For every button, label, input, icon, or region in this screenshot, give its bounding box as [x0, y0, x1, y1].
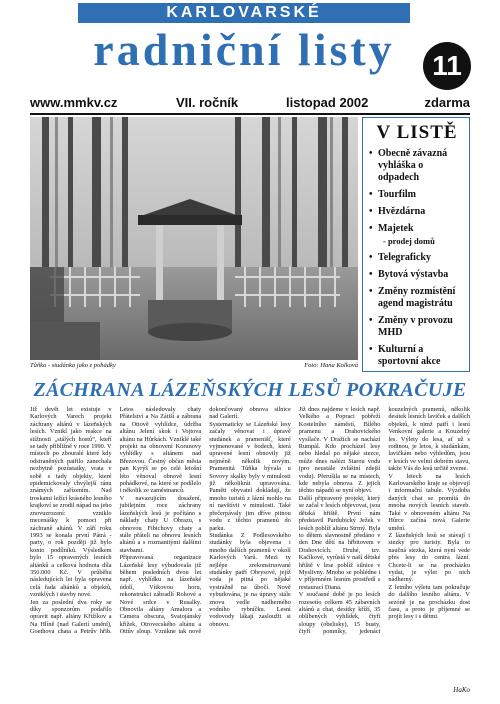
contents-item-label: Majetek: [378, 223, 414, 234]
contents-item-label: Bytová výstavba: [378, 269, 449, 280]
article-paragraph: Již devět let existuje v Karlových Varech projekt záchrany altánů v lázeňských lesích. Vznikl jako reakce na stížnosti „stálých hostů“, kteří se tady přibližně v roce 1990. V místech po zbouralé které kdy odstraněných patřilo zanechala nezbytně pozůstatky, vrata v sobě s tady objekty, které epidemickovaly chvýlejší ránu známých zařízením. Nad troskami ležící krásného lesního krajkoví se zrodil nápad na jeho znovuzrození: vzniklo mecenášky k pomoci při záchraně altánů. V září roku 1993 se konala první Pátrá - party, o rok později již bylo konto podílníků. Výsledkem bylo 15 opravených lesních altánků a celková hodnota díla 350.000 Kč. V průběhu následujících let byla opravena celá řada altánků a objektů, vzniklých i stavby nové.: [30, 406, 112, 599]
article-body: [30, 406, 470, 698]
article-paragraph: Již dnes najdeme v lesích např. Velkého a Popraci pobřeží Kostelního náměstí, Bílého pramenu a Drahovického vysílače. V Dražích se nachází Rumpál. Kdo procházel lesy nebo hledal po nějaké stezce, může dnes nalézt Starou vodu (pro neustále zvláštní zdejší vodu). Přerušila se na místech, kde nebyla obnova. Z jejich těchto nápadů se nyní objeví.: [298, 406, 381, 495]
price-label: zdarma: [424, 95, 470, 110]
contents-item[interactable]: [369, 223, 465, 247]
contents-sidebar: [362, 117, 470, 372]
contents-item[interactable]: [369, 315, 465, 339]
article-author: HaKo: [453, 686, 470, 694]
contents-title: V LISTĚ: [376, 122, 458, 143]
volume-label: VII. ročník: [176, 95, 239, 110]
photo-captions: [30, 362, 358, 372]
bullet-icon: •: [369, 315, 373, 326]
bullet-icon: •: [369, 269, 373, 280]
contents-item-label: Telegraficky: [378, 252, 431, 263]
contents-item-label: Hvězdárna: [378, 206, 426, 217]
article-headline: ZÁCHRANA LÁZEŇSKÝCH LESŮ POKRAČUJE: [33, 379, 467, 401]
bullet-icon: •: [369, 206, 373, 217]
contents-item[interactable]: [369, 189, 465, 201]
bullet-icon: •: [369, 223, 373, 234]
masthead-banner: KARLOVARSKÉ: [78, 3, 410, 23]
photo-caption: Tůňka - studánka jako z pohádky: [30, 362, 116, 369]
issue-number-badge: 11: [423, 42, 471, 90]
article-paragraph: Z letního výletu tam pokračuje do dalšího lesního altánu. V sezóně je na procházku dost času, a proto je příjemné se projít lesy i s dětmi.: [388, 583, 470, 621]
bullet-icon: •: [369, 148, 373, 159]
contents-item-label: Obecně závazná vyhláška o odpadech: [378, 148, 448, 183]
masthead: [30, 0, 470, 95]
bullet-icon: •: [369, 252, 373, 263]
article-paragraph: Připravovaná organizace Lázeňské lesy výbudovala již během posledních dvou let např. vyhlídku na lázeňské údolí, Vítkovou horu, rekonstrukci zábradlí Rohové a Nové srdce v Rusalky. Obnovila altány Amalora a Camera obscura, Svatojánský křížek, Otrovecského altánu a Ottův sloup. Vznikne tak nově dokončovaný obnova silnice nad Galerií.: [119, 406, 291, 636]
contents-item[interactable]: [369, 206, 465, 218]
contents-item[interactable]: [369, 344, 465, 368]
cover-photo: [30, 117, 358, 360]
forest-well-image: [30, 117, 358, 360]
bullet-icon: •: [369, 286, 373, 297]
article-paragraph: Systematicky se Lázeňské lesy začaly věnovat i úpravě studánek a pramenišť, které vyjmenované v bodech, která upravené lesní obnovily již nejméně několik novým. Pramenitá Tůňka bývala u Sovovy skalky byly v minulosti již několikrát upravována. Paměti obyvatel dokládají, že mnoho turistů z lázní mohlo na ní navštívit v minulosti. Také přečerpávaly jim dříve pitnou vodu z těchto pramenů do parku.: [209, 420, 291, 532]
bullet-icon: •: [369, 344, 373, 355]
contents-item-label: Změny v provozu MHD: [378, 315, 453, 338]
website-link[interactable]: www.mmkv.cz: [30, 95, 118, 110]
photo-credit: Foto: Hana Kolková: [304, 362, 358, 369]
article-paragraph: V současné době je po lesích rozesetío celkem 45 zábavních altánů a chat, desítky kříží, 35 oblíbených vyhlídek, čtyři sloupy (obelisky), 15 busty, čtyři pomníky, jedenáct kouzelných pramenů, několik desítek lesních laviček a dalších objektů, k nimž patří i lesní Venkovní galerie a Kouzelný les. Výlety do lesa, ať už s rodinou, je letos, k studánkám, lavičkám nebo výhledům, jsou v lesích ve velmi dobrém stavu, takže Vás do lesů určitě zveme.: [298, 406, 470, 636]
article-paragraph: V navazujícím dosažení, jubilejním roce záchrany lázeňských lesů je počítáno s náklady chaty U Obrazu, s obnovou Fibichovy chaty a stále přáteli na obnovu lesních altánů a s rozmanitými dalšími stavbami.: [119, 494, 202, 554]
contents-item-label: Změny rozmístění agend magistrátu: [378, 286, 456, 309]
newspaper-title: radniční listy: [93, 24, 395, 75]
article-paragraph: Studánka Z Podlesovského studánky byla objevena i mnoho dalších pramenů v okolí Karlových Varů. Mezi ty nejlépe zrekonstruované studánky patří Obrysové, jejíž voda je pitná po nějaké vystražně na úbočí. Nově vybudována, je na úpravy stále znovu vedle nádherného vodního rybníčku. Lesní vodovody lákají zasloužit si obnovu.: [209, 531, 291, 628]
contents-item-label: Tourfilm: [378, 189, 416, 200]
issue-date: listopad 2002: [286, 95, 369, 110]
bullet-icon: •: [369, 189, 373, 200]
contents-item-label: Kulturní a sportovní akce: [378, 344, 441, 367]
article-paragraph: V letech na lesích Karlovarského kraje se objevují i informační tabule. Výzdoba daných chat se promítá do mnoha nových lesních staveb. Také v obnoveném altánu Na Hůrce začíná nová Galerie umění.: [388, 472, 470, 532]
article-paragraph: Další připravený projekt, který se začal v lesích objevovat, jsou dětská hřiště. První nám představil Pardubický Ježek v lesích poblíž altánu Strmý. Byla to dětem slavnostně předáno v den Dne dětí na hřbitovem v Drahovicích. Druhé, tzv. Kačíkové, vyrůstá v naší dětské hřiště v lese poblíž silnice v Myslivny. Mnoho se pohlédne i v příjemném lesním prostředí s restaurací Diana.: [298, 494, 381, 591]
article-paragraph: Z lázeňských lesů se stávají i stezky pro turisty. Byla to naučná stezka, která nyní vede přes lesy do centra lázní. Chcete-li se na procházku vydat, je výlet po nich nádherný.: [388, 531, 470, 584]
contents-item[interactable]: [369, 252, 465, 264]
contents-list: [369, 148, 465, 368]
article-paragraph: Jen za poslední dva roky se díky sponzorům podařilo opravit např. altány Křižíkov a Na Hlíně (nad Galerií umění), Goethova chata a Petrův hřib. Letos následovaly chaty Přátelství a Na Zátiší a zábrana na Ottově vyhlídce, údržba altánu Jelení skok i Vojtova altánu na Hůrkách. Vzniklé také projekt na obnovení Korunovy vyhlídky s altánem nad Březovou. Čestný občan města pan Kyrýš se po celé letošní léto věnoval obnově lesní pohádkové, na které se podílelo i několik ze zaměstnanců.: [30, 406, 202, 636]
contents-item-sublabel: - prodej domů: [383, 236, 435, 246]
header-divider: [30, 113, 470, 115]
contents-item[interactable]: [369, 148, 465, 184]
contents-item[interactable]: [369, 269, 465, 281]
info-bar: [30, 95, 470, 111]
contents-item[interactable]: [369, 286, 465, 310]
